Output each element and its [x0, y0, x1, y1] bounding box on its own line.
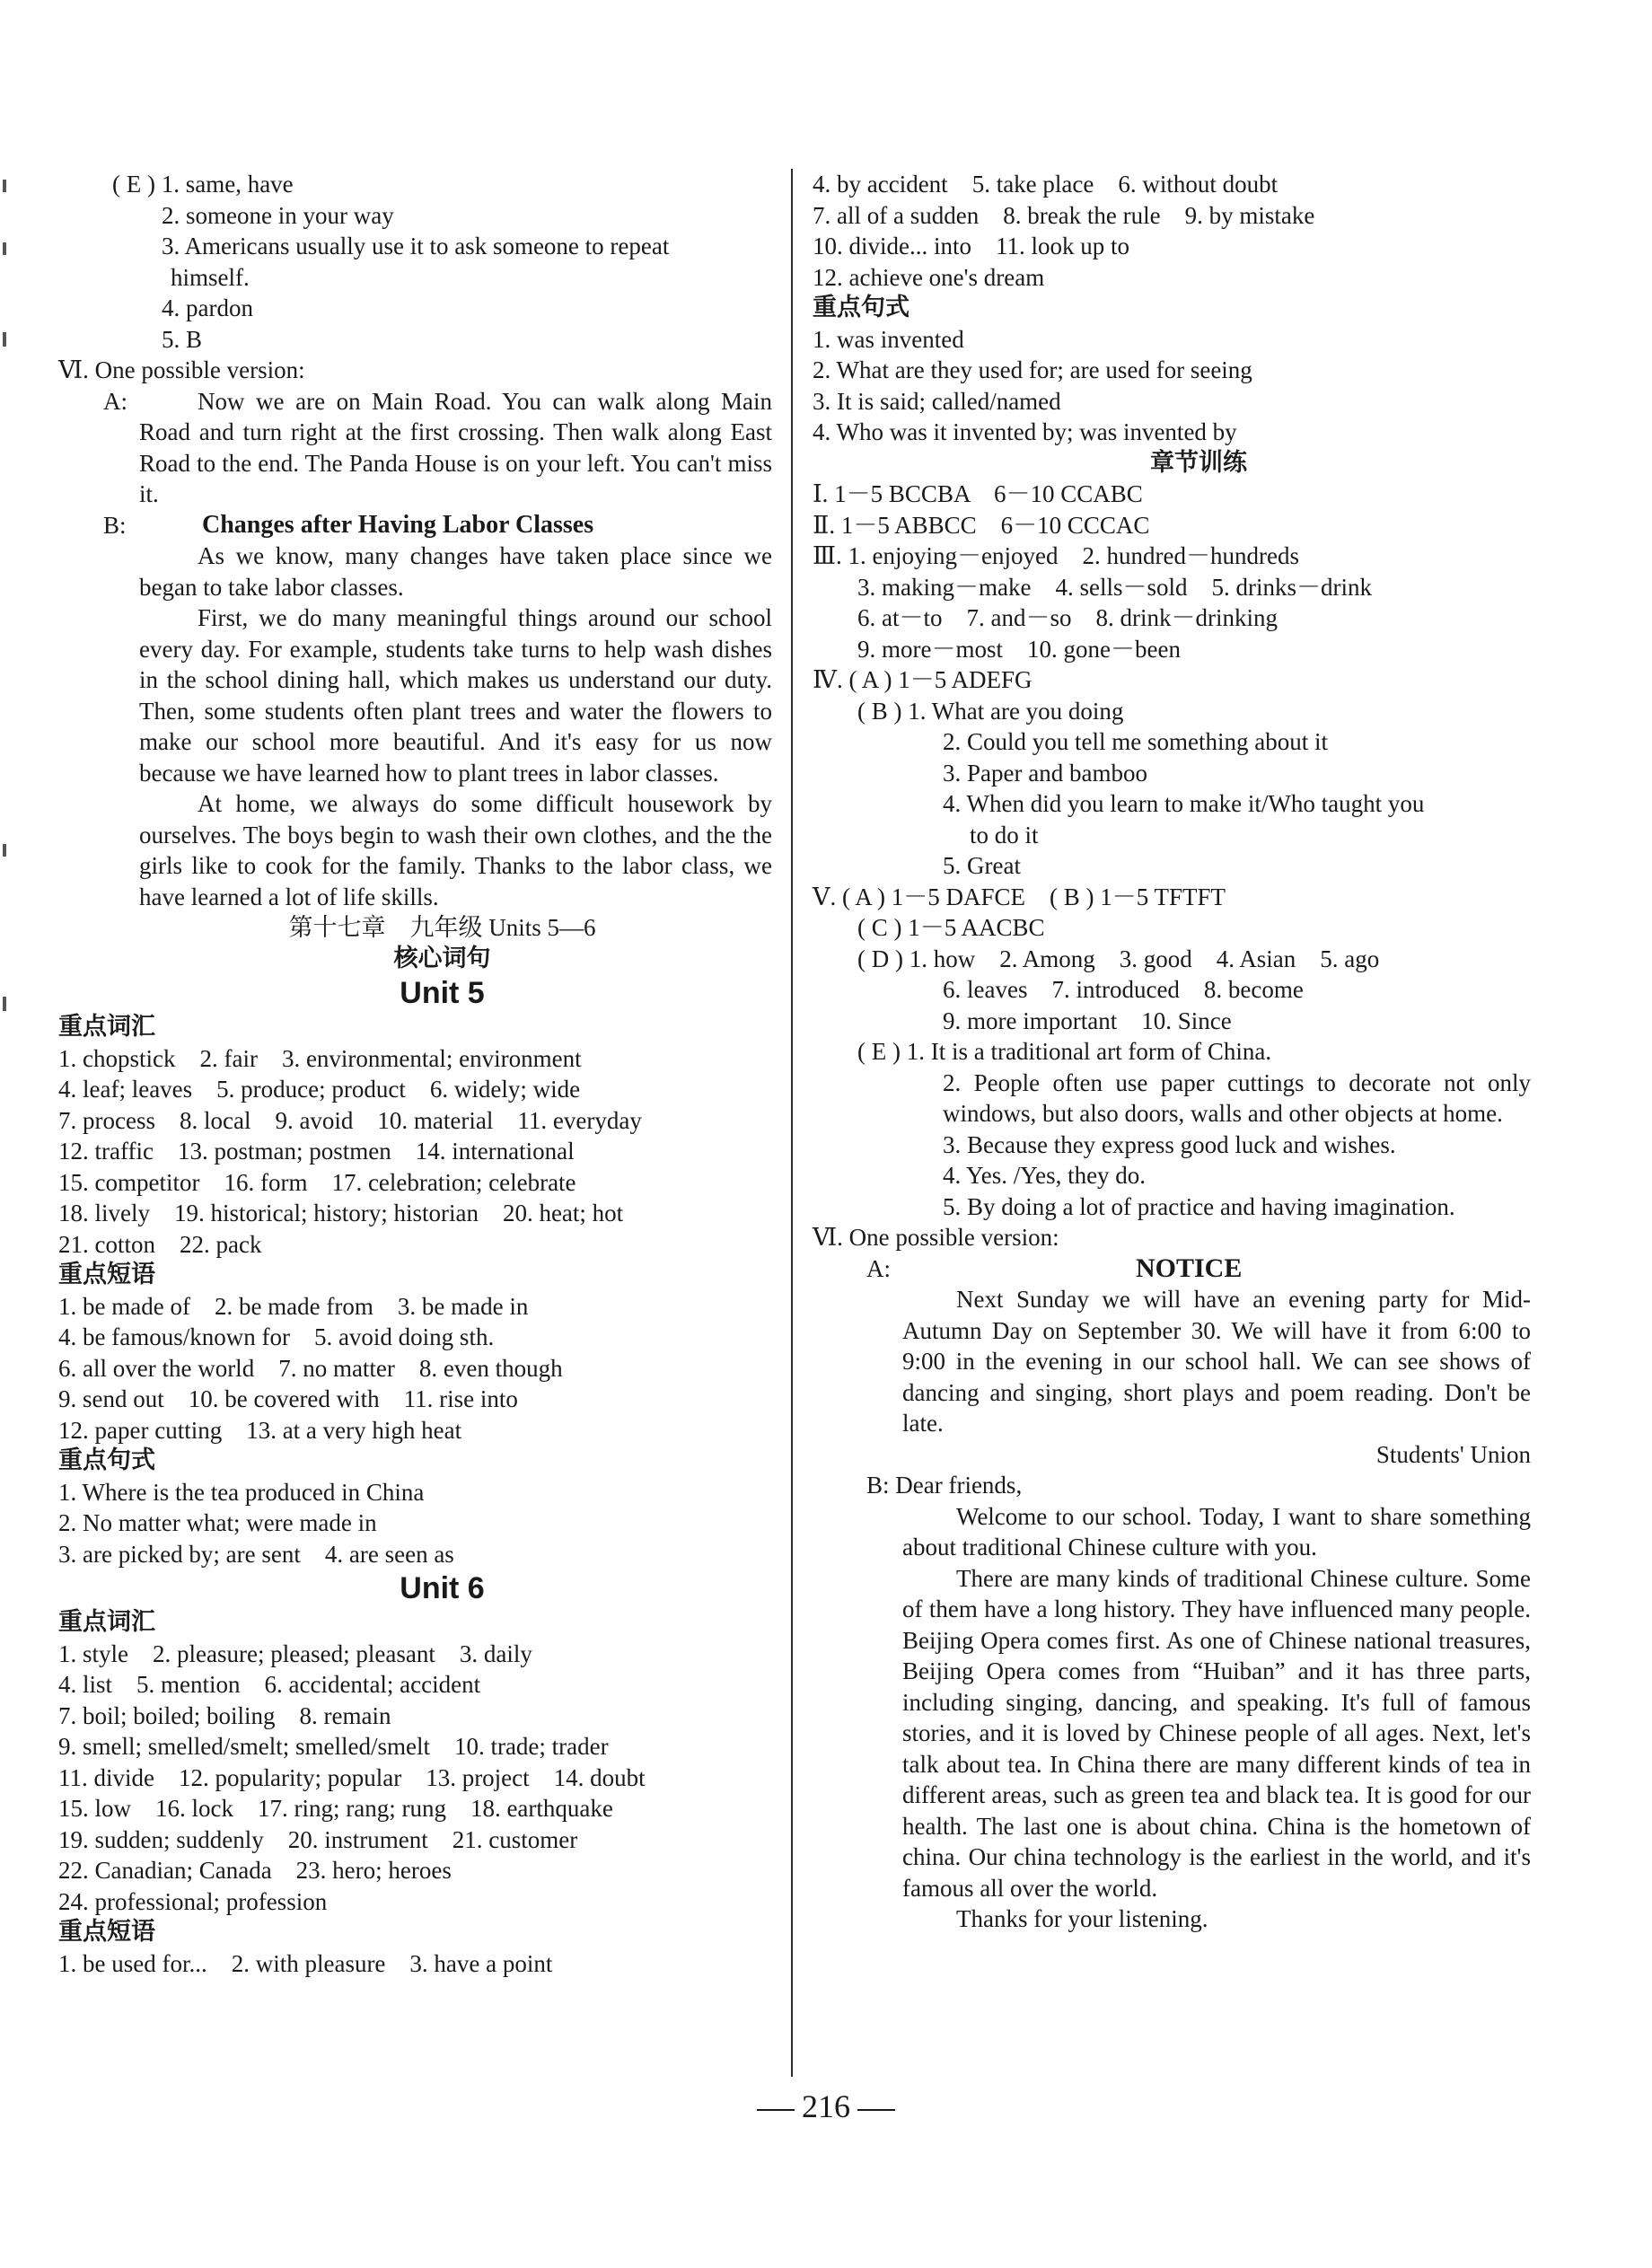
sentence-line: 1. was invented	[813, 325, 964, 353]
phrase-line: 1. be used for... 2. with pleasure 3. have a point	[58, 1949, 553, 1977]
answer-line: ( D ) 1. how 2. Among 3. good 4. Asian 5. ago	[857, 945, 1380, 972]
training-title: 章节训练	[1150, 448, 1247, 477]
vocab-line: 7. process 8. local 9. avoid 10. material 11. everyday	[58, 1106, 642, 1134]
vocab-line: 15. competitor 16. form 17. celebration; celebrate	[58, 1168, 576, 1196]
answer-line: himself.	[171, 263, 250, 291]
writing-a	[58, 386, 772, 510]
notice-text: Next Sunday we will have an evening party for Mid-Autumn Day on September 30. We will have it from 6:00 to 9:00 in the evening in our school hall. We can see shows of dancing and singing, short plays and poem reading. Don't be late.	[902, 1286, 1531, 1437]
answer-line: 5. By doing a lot of practice and having imagination.	[943, 1192, 1455, 1220]
u5-vocab-heading: 重点词汇	[58, 1013, 155, 1041]
sentence-line: 2. What are they used for; are used for seeing	[813, 356, 1252, 383]
u6-phrase-heading: 重点短语	[58, 1918, 155, 1946]
answer-line: ( E ) 1. It is a traditional art form of China.	[857, 1038, 1272, 1065]
answer-line: 9. more－most 10. gone－been	[857, 635, 1181, 663]
speech-paragraph: There are many kinds of traditional Chinese culture. Some of them have a long history. They have influenced many people. Beijing Opera comes first. As one of Chinese national treasures, Beijing Opera comes from “Huiban” and it has three parts, including singing, dancing, and speaking. It's full of famous stories, and it is loved by Chinese people of all ages. Next, let's talk about tea. In China there are many different kinds of tea in different areas, such as green tea and black tea. It is good for our health. The last one is about china. China is the hometown of china. Our china technology is the earliest in the world, and it's famous all over the world.	[902, 1564, 1531, 1902]
column-divider	[791, 169, 793, 2077]
writing-b-header	[58, 510, 772, 541]
u5-phrase-heading: 重点短语	[58, 1261, 155, 1288]
vocab-line: 1. chopstick 2. fair 3. environmental; environment	[58, 1044, 582, 1072]
sentence-line: 4. Who was it invented by; was invented by	[813, 418, 1237, 445]
answer-line: 5. Great	[943, 852, 1021, 879]
answer-line: 2. someone in your way	[162, 201, 394, 229]
answer-line: 3. Paper and bamboo	[943, 759, 1147, 787]
phrase-line: 9. send out 10. be covered with 11. rise into	[58, 1385, 518, 1412]
sentence-line: 1. Where is the tea produced in China	[58, 1478, 425, 1506]
phrase-line: 4. be famous/known for 5. avoid doing sth.	[58, 1323, 495, 1350]
vocab-line: 4. list 5. mention 6. accidental; accident	[58, 1671, 481, 1698]
vocab-line: 4. leaf; leaves 5. produce; product 6. widely; wide	[58, 1076, 581, 1103]
writing-b-title: Changes after Having Labor Classes	[202, 510, 594, 539]
answer-line: 4. When did you learn to make it/Who taught you	[943, 790, 1425, 817]
writing-b-label: B:	[103, 511, 127, 539]
vocab-line: 19. sudden; suddenly 20. instrument 21. customer	[58, 1825, 578, 1853]
vocab-line: 15. low 16. lock 17. ring; rang; rung 18. earthquake	[58, 1795, 613, 1822]
vocab-line: 18. lively 19. historical; history; historian 20. heat; hot	[58, 1200, 624, 1226]
u6-sentence-heading: 重点句式	[813, 294, 909, 321]
right-column	[813, 169, 1531, 1935]
binding-mark	[3, 332, 6, 347]
vocab-line: 24. professional; profession	[58, 1887, 328, 1915]
answer-line: ( E ) 1. same, have	[112, 171, 294, 198]
binding-mark	[3, 242, 6, 255]
answer-text: 2. People often use paper cuttings to decorate not only windows, but also doors, walls and other objects at home.	[943, 1068, 1531, 1127]
vocab-line: 9. smell; smelled/smelt; smelled/smelt 10. trade; trader	[58, 1733, 609, 1760]
section-label: Ⅵ. One possible version:	[58, 356, 305, 383]
binding-mark	[3, 180, 6, 192]
writing-a-label: A:	[866, 1254, 891, 1282]
answer-line: Ⅱ. 1－5 ABBCC 6－10 CCCAC	[813, 511, 1150, 539]
writing-a-label: A:	[103, 387, 127, 415]
notice-signature: Students' Union	[1375, 1440, 1531, 1468]
vocab-line: 22. Canadian; Canada 23. hero; heroes	[58, 1857, 452, 1884]
answer-line: 9. more important 10. Since	[943, 1007, 1232, 1034]
binding-mark	[3, 844, 6, 857]
unit5-title: Unit 5	[400, 976, 485, 1010]
answer-line	[813, 1068, 1531, 1130]
vocab-line: 1. style 2. pleasure; pleased; pleasant 3. daily	[58, 1639, 532, 1667]
answer-line: 6. leaves 7. introduced 8. become	[943, 976, 1304, 1003]
u5-sentence-heading: 重点句式	[58, 1446, 155, 1474]
answer-line: 4. Yes. /Yes, they do.	[943, 1162, 1147, 1189]
answer-line: ( C ) 1－5 AACBC	[857, 914, 1045, 941]
sentence-line: 3. are picked by; are sent 4. are seen as	[58, 1540, 454, 1568]
chapter-title: 第十七章 九年级 Units 5—6	[288, 914, 596, 941]
vocab-line: 11. divide 12. popularity; popular 13. project 14. doubt	[58, 1763, 646, 1791]
answer-line: 2. Could you tell me something about it	[943, 728, 1328, 755]
phrase-line: 6. all over the world 7. no matter 8. even though	[58, 1354, 563, 1382]
phrase-line: 4. by accident 5. take place 6. without doubt	[813, 171, 1279, 198]
answer-line: 4. pardon	[162, 294, 253, 321]
phrase-line: 12. achieve one's dream	[813, 263, 1045, 291]
answer-line: Ⅰ. 1－5 BCCBA 6－10 CCABC	[813, 480, 1143, 507]
answer-line: Ⅲ. 1. enjoying－enjoyed 2. hundred－hundreds	[813, 542, 1299, 569]
speech-paragraph: Welcome to our school. Today, I want to share something about traditional Chinese culture with you.	[902, 1502, 1531, 1560]
phrase-line: 12. paper cutting 13. at a very high heat	[58, 1416, 462, 1444]
phrase-line: 10. divide... into 11. look up to	[813, 233, 1129, 259]
essay-paragraph: At home, we always do some difficult housework by ourselves. The boys begin to wash their own clothes, and the the girls like to cook for the family. Thanks to the labor class, we have learned a lot of life skills.	[139, 790, 772, 910]
writing-a-text: Now we are on Main Road. You can walk along Main Road and turn right at the first crossing. Then walk along East Road to the end. The Panda House is on your left. You can't miss it.	[139, 387, 772, 507]
page-number	[0, 2088, 1652, 2125]
answer-line: Ⅳ. ( A ) 1－5 ADEFG	[813, 666, 1032, 693]
core-title: 核心词句	[393, 944, 491, 972]
answer-line: 6. at－to 7. and－so 8. drink－drinking	[857, 604, 1278, 631]
answer-line: ( B ) 1. What are you doing	[857, 697, 1124, 725]
essay-paragraph: As we know, many changes have taken place since we began to take labor classes.	[139, 542, 772, 601]
speech-closing: Thanks for your listening.	[956, 1905, 1208, 1932]
notice-title: NOTICE	[1136, 1253, 1243, 1283]
notice-header	[813, 1253, 1531, 1285]
sentence-line: 2. No matter what; were made in	[58, 1509, 377, 1536]
speech-greeting: B: Dear friends,	[866, 1472, 1023, 1499]
unit6-title: Unit 6	[400, 1571, 485, 1605]
page-number-text: 216	[802, 2088, 850, 2124]
vocab-line: 21. cotton 22. pack	[58, 1230, 262, 1258]
essay-paragraph: First, we do many meaningful things around our school every day. For example, students take turns to help wash dishes in the school dining hall, which makes us understand our duty. Then, some students often plant trees and water the flowers to make our school more beautiful. And it's easy for us now because we have learned how to plant trees in labor classes.	[139, 604, 772, 787]
answer-line: Ⅴ. ( A ) 1－5 DAFCE ( B ) 1－5 TFTFT	[813, 883, 1226, 910]
phrase-line: 7. all of a sudden 8. break the rule 9. by mistake	[813, 201, 1315, 229]
answer-line: 3. making－make 4. sells－sold 5. drinks－drink	[857, 573, 1372, 601]
answer-line: 3. Americans usually use it to ask someone to repeat	[162, 233, 670, 259]
vocab-line: 7. boil; boiled; boiling 8. remain	[58, 1701, 391, 1729]
sentence-line: 3. It is said; called/named	[813, 387, 1061, 415]
answer-line: 3. Because they express good luck and wishes.	[943, 1130, 1396, 1158]
answer-line: to do it	[970, 821, 1039, 848]
section-label: Ⅵ. One possible version:	[813, 1224, 1059, 1251]
vocab-line: 12. traffic 13. postman; postmen 14. international	[58, 1138, 575, 1165]
answer-line: 5. B	[162, 325, 203, 353]
left-column	[58, 169, 772, 1979]
page-number-dash	[757, 2109, 795, 2111]
u6-vocab-heading: 重点词汇	[58, 1608, 155, 1636]
page-number-dash	[857, 2109, 895, 2111]
binding-mark	[3, 997, 6, 1011]
phrase-line: 1. be made of 2. be made from 3. be made in	[58, 1292, 529, 1320]
